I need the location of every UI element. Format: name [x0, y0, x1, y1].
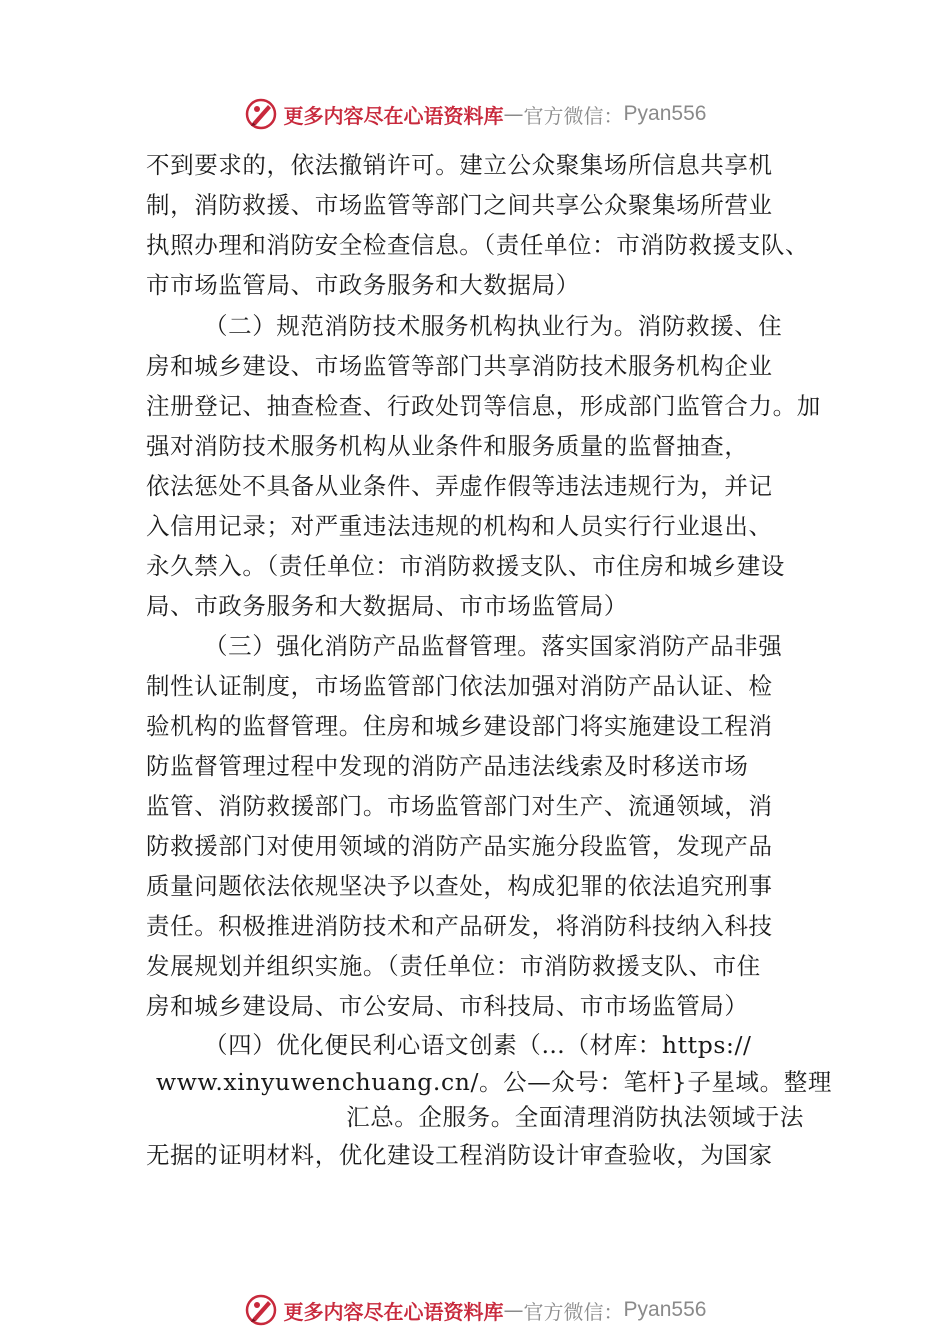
pen-logo-icon [244, 1293, 278, 1327]
text-line: 验机构的监督管理。住房和城乡建设部门将实施建设工程消 [146, 712, 773, 740]
text-line: 不到要求的，依法撤销许可。建立公众聚集场所信息共享机 [146, 151, 773, 179]
text-line: 市市场监管局、市政务服务和大数据局） [146, 271, 580, 299]
text-line: 永久禁入。（责任单位：市消防救援支队、市住房和城乡建设 [146, 552, 785, 580]
text-line: 执照办理和消防安全检查信息。（责任单位：市消防救援支队、 [146, 231, 810, 259]
text-line: 房和城乡建设、市场监管等部门共享消防技术服务机构企业 [146, 352, 773, 380]
text-line: 汇总。企服务。全面清理消防执法领域于法 [346, 1103, 804, 1131]
text-line: 制性认证制度，市场监管部门依法加强对消防产品认证、检 [146, 672, 773, 700]
text-line: 发展规划并组织实施。（责任单位：市消防救援支队、市住 [146, 952, 761, 980]
header-banner [0, 94, 950, 134]
footer-banner [0, 1290, 950, 1330]
banner-dash: — [503, 102, 524, 126]
paragraph-heading-2: （二）规范消防技术服务机构执业行为。消防救援、住 [204, 312, 783, 340]
banner-promo-text: 更多内容尽在心语资料库 [283, 103, 504, 128]
text-line: 强对消防技术服务机构从业条件和服务质量的监督抽查， [146, 432, 749, 460]
text-line: 依法惩处不具备从业条件、弄虚作假等违法违规行为，并记 [146, 472, 773, 500]
text-line: 入信用记录；对严重违法违规的机构和人员实行行业退出、 [146, 512, 773, 540]
banner-wechat-id: Pyan556 [623, 102, 707, 125]
text-line: 监管、消防救援部门。市场监管部门对生产、流通领域，消 [146, 792, 773, 820]
text-line: www.xinyuwenchuang.cn/。公—众号：笔杆}子星域。整理 [156, 1068, 832, 1096]
text-line: 制，消防救援、市场监管等部门之间共享公众聚集场所营业 [146, 191, 773, 219]
banner-wechat-id: Pyan556 [623, 1298, 707, 1321]
text-line: 局、市政务服务和大数据局、市市场监管局） [146, 592, 628, 620]
text-line: 质量问题依法依规坚决予以查处，构成犯罪的依法追究刑事 [146, 872, 773, 900]
paragraph-heading-3: （三）强化消防产品监督管理。落实国家消防产品非强 [204, 632, 783, 660]
banner-wechat-label: 官方微信： [523, 103, 624, 128]
text-line: 责任。积极推进消防技术和产品研发，将消防科技纳入科技 [146, 912, 773, 940]
banner-wechat-label: 官方微信： [523, 1299, 624, 1324]
paragraph-heading-4: （四）优化便民利心语文创素（…（材库：https:// [204, 1031, 752, 1059]
pen-logo-icon [244, 97, 278, 131]
text-line: 无据的证明材料，优化建设工程消防设计审查验收，为国家 [146, 1141, 773, 1169]
banner-dash: — [503, 1298, 524, 1322]
text-line: 防监督管理过程中发现的消防产品违法线索及时移送市场 [146, 752, 749, 780]
banner-promo-text: 更多内容尽在心语资料库 [283, 1299, 504, 1324]
text-line: 防救援部门对使用领域的消防产品实施分段监管，发现产品 [146, 832, 773, 860]
text-line: 注册登记、抽查检查、行政处罚等信息，形成部门监管合力。加 [146, 392, 821, 420]
text-line: 房和城乡建设局、市公安局、市科技局、市市场监管局） [146, 992, 749, 1020]
